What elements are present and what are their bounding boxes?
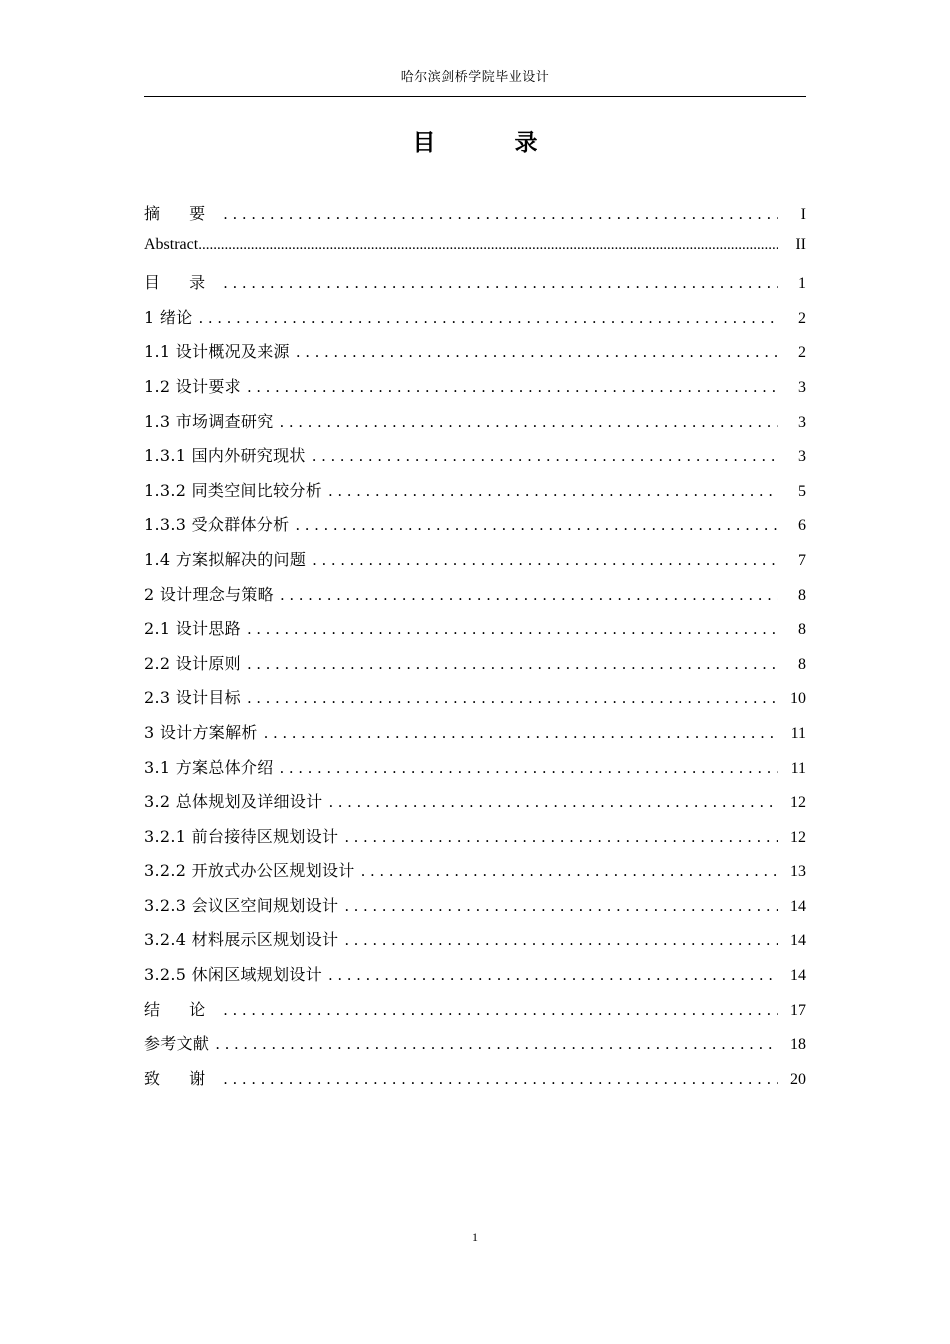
toc-entry-label: 结 论 xyxy=(144,999,218,1019)
toc-entry[interactable] xyxy=(144,547,806,582)
toc-leader-dots xyxy=(223,274,778,292)
toc-entry-label: 1.2 设计要求 xyxy=(144,376,241,396)
toc-leader-dots xyxy=(215,1035,778,1053)
toc-leader-dots xyxy=(247,689,778,707)
toc-entry-page: 12 xyxy=(790,828,806,846)
toc-entry-page: II xyxy=(795,235,806,253)
toc-leader-dots xyxy=(295,516,778,534)
toc-entry[interactable] xyxy=(144,1066,806,1101)
toc-entry-page: I xyxy=(800,206,806,223)
toc-entry[interactable] xyxy=(144,685,806,720)
toc-entry[interactable] xyxy=(144,374,806,409)
toc-entry[interactable] xyxy=(144,720,806,755)
toc-leader-dots xyxy=(344,828,778,846)
toc-leader-dots xyxy=(344,931,778,949)
toc-entry-page: 14 xyxy=(790,932,806,950)
toc-entry-label: 2.1 设计思路 xyxy=(144,619,241,639)
toc-entry-label: 1.3.2 同类空间比较分析 xyxy=(144,480,322,500)
toc-entry-label: 3.1 方案总体介绍 xyxy=(144,757,274,777)
toc-entry-page: 7 xyxy=(798,551,806,569)
toc-entry-label: 1 绪论 xyxy=(144,307,193,327)
toc-entry-label: 3.2.3 会议区空间规划设计 xyxy=(144,895,339,915)
toc-entry[interactable] xyxy=(144,305,806,340)
toc-leader-dots xyxy=(280,413,778,431)
toc-entry[interactable] xyxy=(144,409,806,444)
toc-leader-dots xyxy=(264,724,778,742)
toc-entry-label: Abstract xyxy=(144,235,199,253)
toc-leader-dots xyxy=(328,482,778,500)
toc-leader-dots xyxy=(247,620,778,638)
toc-leader-dots xyxy=(198,237,778,254)
toc-entry[interactable] xyxy=(144,893,806,928)
toc-entry-label: 3.2.1 前台接待区规划设计 xyxy=(144,826,339,846)
toc-entry[interactable] xyxy=(144,339,806,374)
toc-entry-label: 1.3.1 国内外研究现状 xyxy=(144,446,306,466)
toc-entry-page: 8 xyxy=(798,621,806,639)
toc-entry[interactable] xyxy=(144,512,806,547)
page-number: 1 xyxy=(472,1230,478,1244)
toc-entry-label: 3.2.5 休闲区域规划设计 xyxy=(144,965,322,985)
toc-entry[interactable] xyxy=(144,997,806,1032)
toc-leader-dots xyxy=(280,586,778,604)
toc-leader-dots xyxy=(223,205,778,223)
toc-entry[interactable] xyxy=(144,1031,806,1066)
toc-entry[interactable] xyxy=(144,236,806,271)
toc-entry-page: 3 xyxy=(798,413,806,431)
toc-leader-dots xyxy=(328,793,778,811)
toc-entry-page: 8 xyxy=(798,586,806,604)
toc-entry[interactable] xyxy=(144,651,806,686)
toc-leader-dots xyxy=(223,1070,778,1088)
toc-entry-label: 1.4 方案拟解决的问题 xyxy=(144,549,307,569)
toc-entry-page: 14 xyxy=(790,897,806,915)
toc-entry-page: 12 xyxy=(790,794,806,812)
toc-entry[interactable] xyxy=(144,927,806,962)
header-divider xyxy=(144,96,806,97)
toc-entry-label: 3 设计方案解析 xyxy=(144,722,258,742)
toc-leader-dots xyxy=(247,378,778,396)
toc-entry-label: 1.3 市场调查研究 xyxy=(144,411,274,431)
toc-entry-page: 5 xyxy=(798,482,806,500)
toc-entry-label: 1.1 设计概况及来源 xyxy=(144,342,290,362)
toc-entry[interactable] xyxy=(144,824,806,859)
toc-leader-dots xyxy=(296,343,778,361)
toc-entry-page: 11 xyxy=(790,724,806,742)
toc-leader-dots xyxy=(312,551,778,569)
toc-leader-dots xyxy=(344,897,778,915)
toc-entry-label: 3.2.2 开放式办公区规划设计 xyxy=(144,861,355,881)
toc-entry-page: 6 xyxy=(798,517,806,535)
toc-entry-page: 13 xyxy=(790,863,806,881)
table-of-contents xyxy=(144,201,806,1100)
toc-entry[interactable] xyxy=(144,858,806,893)
toc-entry[interactable] xyxy=(144,789,806,824)
toc-leader-dots xyxy=(223,1001,778,1019)
toc-entry-label: 目 录 xyxy=(144,273,218,293)
toc-leader-dots xyxy=(198,309,778,327)
toc-entry[interactable] xyxy=(144,443,806,478)
toc-entry-page: 11 xyxy=(790,759,806,777)
toc-entry-label: 致 谢 xyxy=(144,1068,218,1088)
toc-entry-page: 10 xyxy=(790,690,806,708)
toc-entry-page: 14 xyxy=(790,967,806,985)
toc-entry[interactable] xyxy=(144,582,806,617)
toc-entry-label: 3.2.4 材料展示区规划设计 xyxy=(144,930,339,950)
toc-entry[interactable] xyxy=(144,755,806,790)
toc-entry-label: 摘 要 xyxy=(144,204,218,223)
toc-entry-label: 2.2 设计原则 xyxy=(144,653,241,673)
toc-entry-page: 17 xyxy=(790,1001,806,1019)
toc-entry-page: 20 xyxy=(790,1070,806,1088)
toc-entry-page: 3 xyxy=(798,448,806,466)
toc-leader-dots xyxy=(247,655,778,673)
toc-entry-page: 8 xyxy=(798,655,806,673)
page-header: 哈尔滨剑桥学院毕业设计 xyxy=(400,70,550,85)
toc-entry[interactable] xyxy=(144,201,806,236)
toc-entry[interactable] xyxy=(144,478,806,513)
toc-entry-page: 3 xyxy=(798,378,806,396)
toc-entry-label: 2 设计理念与策略 xyxy=(144,584,274,604)
toc-entry[interactable] xyxy=(144,962,806,997)
toc-entry-page: 2 xyxy=(798,344,806,362)
toc-leader-dots xyxy=(280,759,778,777)
toc-leader-dots xyxy=(312,447,778,465)
toc-entry[interactable] xyxy=(144,616,806,651)
toc-entry-page: 2 xyxy=(798,309,806,327)
toc-entry[interactable] xyxy=(144,270,806,305)
toc-entry-page: 1 xyxy=(798,275,806,293)
toc-entry-label: 参考文献 xyxy=(144,1034,210,1054)
toc-entry-page: 18 xyxy=(790,1036,806,1054)
toc-entry-label: 3.2 总体规划及详细设计 xyxy=(144,792,323,812)
toc-leader-dots xyxy=(328,966,778,984)
toc-entry-label: 2.3 设计目标 xyxy=(144,688,241,708)
toc-title: 目 录 xyxy=(412,130,566,156)
toc-leader-dots xyxy=(361,862,778,880)
toc-entry-label: 1.3.3 受众群体分析 xyxy=(144,515,290,535)
